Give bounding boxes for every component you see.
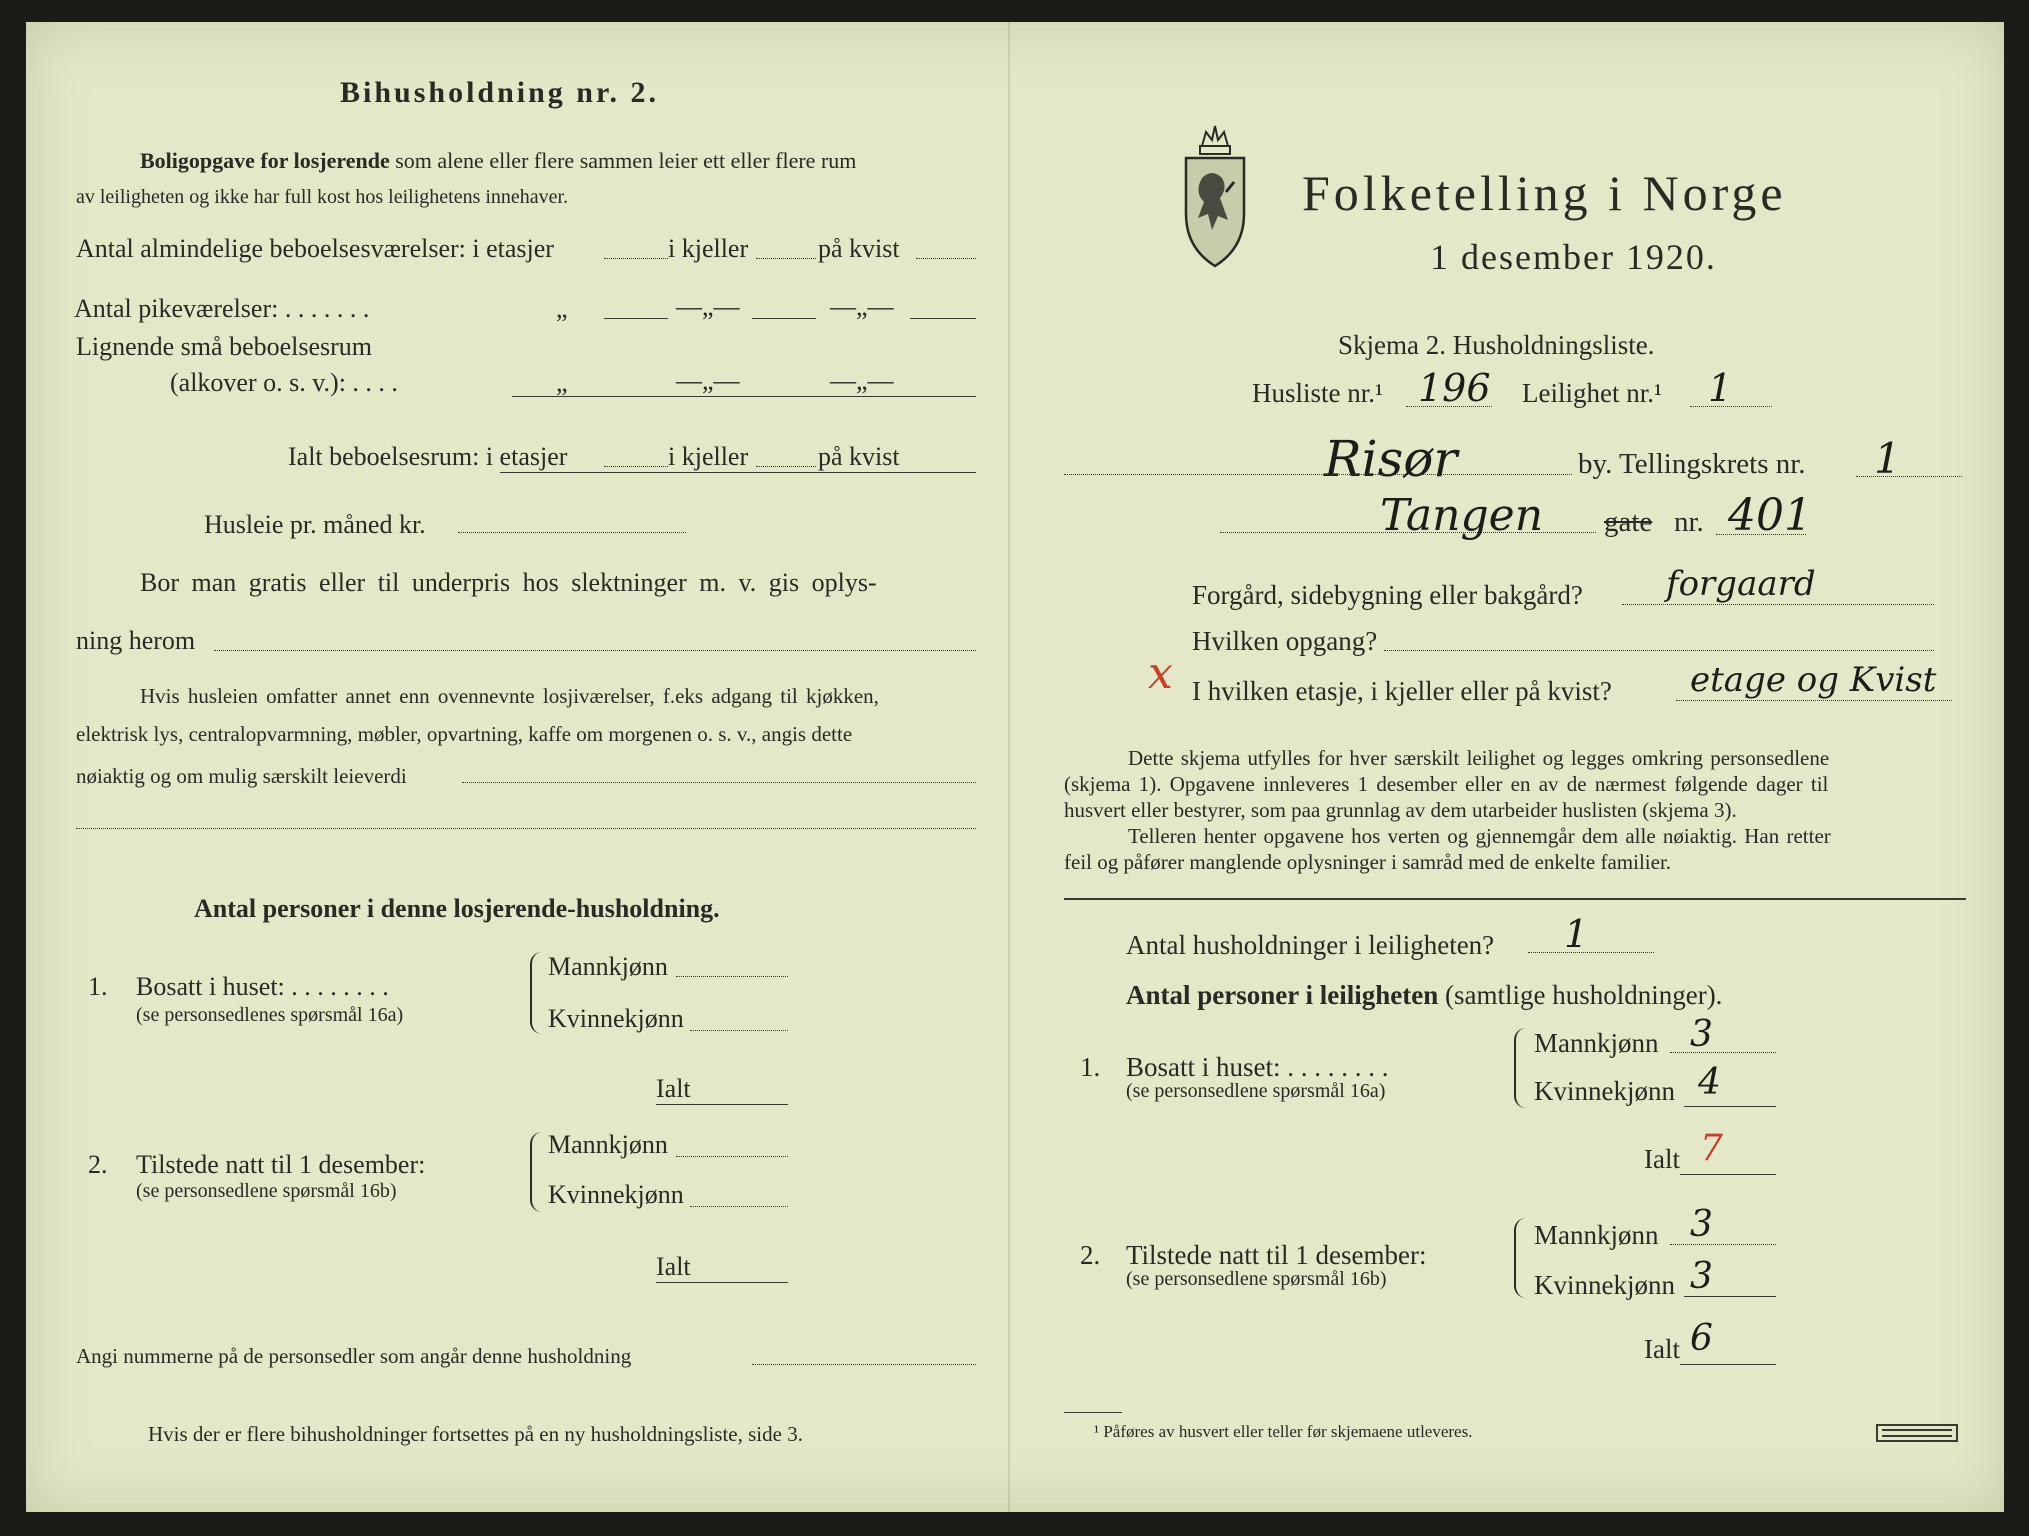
angi-label: Angi nummerne på de personsedler som angår denne husholdning	[76, 1344, 632, 1368]
left-q2-mann-label: Mannkjønn	[548, 1130, 668, 1159]
right-q1-label: Bosatt i huset: . . . . . . . .	[1126, 1052, 1389, 1082]
pike-field-2[interactable]	[752, 318, 816, 319]
hush-label: Antal husholdninger i leiligheten?	[1126, 930, 1495, 960]
pike-field-1[interactable]	[604, 318, 668, 319]
gate-name-field	[1220, 532, 1596, 533]
ialt-underline	[500, 472, 976, 473]
leieverdi-field-2[interactable]	[76, 828, 976, 829]
lignende-ditto-2: —„—	[676, 366, 740, 395]
instr-line1: Dette skjema utfylles for hver særskilt leilighet og legges omkring personsedlene	[1128, 746, 1830, 770]
ialt-etasjer-field[interactable]	[604, 466, 668, 467]
right-q1-ialt-field	[1680, 1174, 1776, 1175]
right-q2-kvinne-value[interactable]: 3	[1690, 1256, 1713, 1297]
left-q2-num: 2.	[88, 1150, 108, 1179]
lignende-ditto-1: „	[556, 368, 568, 397]
coat-of-arms-icon	[1180, 118, 1250, 270]
gratis-line2: ning herom	[76, 626, 196, 655]
right-persons-heading	[1126, 980, 1722, 1011]
ialt-kjeller-label: i kjeller	[668, 442, 749, 471]
gratis-line1: Bor man gratis eller til underpris hos slektninger m. v. gis oplys-	[140, 568, 877, 597]
hvis-line3: nøiaktig og om mulig særskilt leieverdi	[76, 764, 407, 788]
left-intro-line2: av leiligheten og ikke har full kost hos leilighetens innehaver.	[76, 186, 569, 208]
nr-value[interactable]: 401	[1728, 490, 1812, 541]
rooms-kvist-label: på kvist	[818, 234, 900, 263]
rooms-kjeller-label: i kjeller	[668, 234, 749, 263]
right-q1-kvinne-label: Kvinnekjønn	[1534, 1076, 1675, 1106]
rooms-kjeller-field[interactable]	[756, 258, 816, 259]
left-q2-ialt-field[interactable]	[656, 1282, 788, 1283]
right-footnote: ¹ Påføres av husvert eller teller før skjemaene utleveres.	[1094, 1422, 1473, 1441]
angi-field[interactable]	[752, 1364, 976, 1365]
right-q1-ialt-value[interactable]: 7	[1700, 1128, 1723, 1169]
pike-ditto-1: „	[556, 294, 568, 323]
left-q1-mann-label: Mannkjønn	[548, 952, 668, 981]
left-q1-sub: (se personsedlenes spørsmål 16a)	[136, 1004, 404, 1026]
left-q2-kvinne-field[interactable]	[690, 1206, 788, 1207]
left-q1-ialt-label: Ialt	[656, 1074, 691, 1103]
husliste-label: Husliste nr.¹	[1252, 378, 1384, 408]
husleie-label: Husleie pr. måned kr.	[204, 510, 426, 539]
right-q1-ialt-label: Ialt	[1644, 1144, 1680, 1174]
right-q1-kvinne-field	[1684, 1106, 1776, 1107]
by-label: by. Tellingskrets nr.	[1578, 448, 1806, 480]
right-q2-sub: (se personsedlene spørsmål 16b)	[1126, 1268, 1387, 1290]
pike-label: Antal pikeværelser: . . . . . . .	[74, 294, 370, 323]
page-fold	[1008, 22, 1012, 1512]
hush-field	[1528, 952, 1654, 953]
hvis-line2: elektrisk lys, centralopvarmning, møbler, opvartning, kaffe om morgenen o. s. v., angis dette	[76, 722, 853, 746]
left-q1-kvinne-label: Kvinnekjønn	[548, 1004, 684, 1033]
opgang-field[interactable]	[1384, 650, 1934, 651]
leilighet-value[interactable]: 1	[1708, 366, 1733, 410]
lignende-label-1: Lignende små beboelsesrum	[76, 332, 373, 361]
lignende-ditto-3: —„—	[830, 366, 894, 395]
by-field	[1064, 474, 1572, 475]
instr-line4: Telleren henter opgavene hos verten og gjennemgår dem alle nøiaktig. Han retter	[1128, 824, 1831, 848]
husleie-field[interactable]	[458, 532, 686, 533]
left-q2-label: Tilstede natt til 1 desember:	[136, 1150, 426, 1179]
right-q1-brace	[1514, 1028, 1526, 1108]
leilighet-label: Leilighet nr.¹	[1522, 378, 1663, 408]
right-title: Folketelling i Norge	[1302, 165, 1787, 221]
forgaard-field	[1622, 604, 1934, 605]
husliste-field	[1406, 406, 1492, 407]
right-q2-brace	[1514, 1218, 1526, 1298]
right-q2-ialt-field	[1680, 1364, 1776, 1365]
leieverdi-field[interactable]	[462, 782, 976, 783]
right-q1-kvinne-value[interactable]: 4	[1698, 1062, 1721, 1103]
left-q2-ialt-label: Ialt	[656, 1252, 691, 1281]
left-persons-heading: Antal personer i denne losjerende-husholdning.	[194, 894, 720, 923]
rooms-kvist-field[interactable]	[916, 258, 976, 259]
ialt-rum-label: Ialt beboelsesrum: i etasjer	[288, 442, 568, 471]
right-q1-mann-value[interactable]: 3	[1690, 1014, 1713, 1055]
krets-field	[1856, 476, 1962, 477]
right-persons-heading-rest: (samtlige husholdninger).	[1444, 980, 1723, 1010]
forgaard-label: Forgård, sidebygning eller bakgård?	[1192, 580, 1583, 610]
instr-line5: feil og påfører manglende oplysninger i samråd med de enkelte familier.	[1064, 850, 1672, 874]
right-q2-mann-field	[1670, 1244, 1776, 1245]
right-date: 1 desember 1920.	[1430, 237, 1717, 277]
right-q2-mann-value[interactable]: 3	[1690, 1204, 1713, 1245]
krets-value[interactable]: 1	[1874, 434, 1901, 483]
gate-value[interactable]: Tangen	[1380, 490, 1544, 541]
rooms-etasjer-field[interactable]	[604, 258, 668, 259]
left-intro-line1	[140, 148, 856, 174]
ialt-kvist-label: på kvist	[818, 442, 900, 471]
hvis-line1: Hvis husleien omfatter annet enn ovennevnte losjiværelser, f.eks adgang til kjøkken,	[140, 684, 879, 708]
left-q2-brace	[530, 1132, 542, 1212]
nr-label: nr.	[1674, 506, 1704, 538]
rooms-label: Antal almindelige beboelsesværelser: i etasjer	[76, 234, 554, 263]
right-persons-heading-bold: Antal personer i leiligheten	[1126, 980, 1439, 1010]
by-value[interactable]: Risør	[1324, 430, 1458, 488]
left-q1-mann-field[interactable]	[676, 976, 788, 977]
gate-label: gate	[1604, 506, 1653, 538]
hush-value[interactable]: 1	[1564, 912, 1589, 956]
instr-line2: (skjema 1). Opgavene innleveres 1 desember eller en av de nærmest følgende dager til	[1064, 772, 1829, 796]
right-q2-ialt-label: Ialt	[1644, 1334, 1680, 1364]
right-q1-num: 1.	[1080, 1052, 1101, 1082]
left-q1-brace	[530, 952, 542, 1034]
right-q1-mann-label: Mannkjønn	[1534, 1028, 1659, 1058]
right-q1-mann-field	[1670, 1052, 1776, 1053]
left-q1-label: Bosatt i huset: . . . . . . . .	[136, 972, 389, 1001]
left-q2-mann-field[interactable]	[676, 1156, 788, 1157]
left-q1-kvinne-field[interactable]	[690, 1030, 788, 1031]
right-q2-kvinne-label: Kvinnekjønn	[1534, 1270, 1675, 1300]
instr-line3: husvert eller bestyrer, som paa grunnlag av dem utarbeider huslisten (skjema 3).	[1064, 798, 1737, 822]
right-q1-sub: (se personsedlene spørsmål 16a)	[1126, 1080, 1386, 1102]
right-q2-num: 2.	[1080, 1240, 1101, 1270]
ialt-kjeller-field[interactable]	[756, 466, 816, 467]
left-q2-sub: (se personsedlene spørsmål 16b)	[136, 1180, 397, 1202]
husliste-value[interactable]: 196	[1418, 366, 1491, 410]
pike-field-3[interactable]	[910, 318, 976, 319]
left-q1-ialt-field[interactable]	[656, 1104, 788, 1105]
printer-stamp-icon	[1876, 1424, 1958, 1442]
left-footer: Hvis der er flere bihusholdninger fortsettes på en ny husholdningsliste, side 3.	[148, 1422, 803, 1446]
lignende-underline	[512, 396, 976, 397]
red-check-mark: x	[1148, 648, 1173, 699]
right-q2-mann-label: Mannkjønn	[1534, 1220, 1659, 1250]
footnote-rule	[1064, 1412, 1122, 1413]
instr-divider	[1064, 898, 1966, 900]
left-intro-bold: Boligopgave for losjerende	[140, 148, 390, 173]
right-q2-label: Tilstede natt til 1 desember:	[1126, 1240, 1427, 1270]
leilighet-field	[1690, 406, 1772, 407]
gratis-field[interactable]	[214, 650, 976, 651]
left-title: Bihusholdning nr. 2.	[340, 76, 660, 109]
etasje-label: I hvilken etasje, i kjeller eller på kvist?	[1192, 676, 1612, 706]
left-q2-kvinne-label: Kvinnekjønn	[548, 1180, 684, 1209]
nr-field	[1716, 534, 1806, 535]
pike-ditto-3: —„—	[830, 292, 894, 321]
forgaard-value[interactable]: forgaard	[1666, 564, 1816, 604]
pike-ditto-2: —„—	[676, 292, 740, 321]
right-q2-kvinne-field	[1684, 1296, 1776, 1297]
etasje-field	[1676, 700, 1952, 701]
opgang-label: Hvilken opgang?	[1192, 626, 1378, 656]
etasje-value[interactable]: etage og Kvist	[1690, 660, 1937, 700]
skjema-label: Skjema 2. Husholdningsliste.	[1338, 330, 1655, 360]
right-q2-ialt-value[interactable]: 6	[1690, 1318, 1713, 1359]
left-intro-rest: som alene eller flere sammen leier ett eller flere rum	[395, 148, 857, 173]
left-q1-num: 1.	[88, 972, 108, 1001]
lignende-label-2: (alkover o. s. v.): . . . .	[170, 368, 398, 397]
